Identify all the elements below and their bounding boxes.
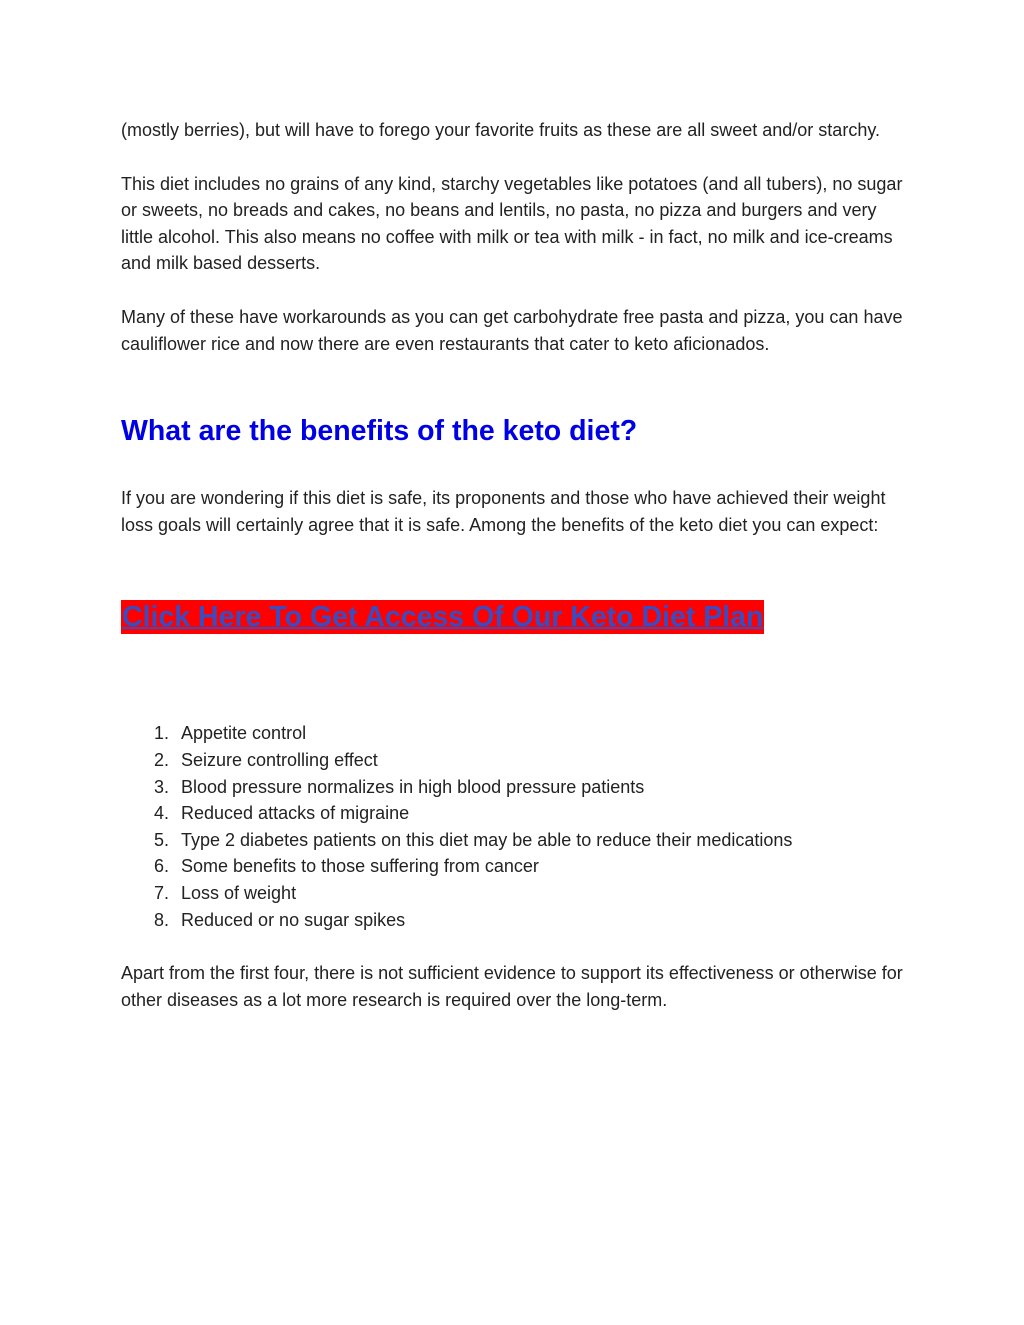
keto-plan-link[interactable]: Click Here To Get Access Of Our Keto Diet Plan [122, 601, 764, 634]
document-page [121, 117, 911, 1013]
list-item: Type 2 diabetes patients on this diet may be able to reduce their medications [181, 829, 793, 850]
benefits-list [121, 720, 911, 933]
section-heading: What are the benefits of the keto diet? [121, 415, 638, 448]
paragraph-evidence: Apart from the first four, there is not sufficient evidence to support its effectiveness or otherwise for other diseases as a lot more research is required over the long-term. [121, 963, 903, 1010]
list-item: Blood pressure normalizes in high blood pressure patients [181, 776, 645, 797]
paragraph-safety: If you are wondering if this diet is safe, its proponents and those who have achieved their weight loss goals will certainly agree that it is safe. Among the benefits of the keto diet you can expect: [121, 488, 886, 535]
list-item: Some benefits to those suffering from cancer [181, 856, 539, 877]
paragraph-fruits: (mostly berries), but will have to forego your favorite fruits as these are all sweet and/or starchy. [121, 120, 880, 140]
cta-container [121, 600, 911, 636]
list-item: Seizure controlling effect [181, 749, 378, 770]
list-item: Reduced or no sugar spikes [181, 909, 406, 930]
paragraph-excluded-foods: This diet includes no grains of any kind, starchy vegetables like potatoes (and all tubers), no sugar or sweets, no breads and cakes, no beans and lentils, no pasta, no pizza and burgers and very little alcohol. This also means no coffee with milk or tea with milk - in fact, no milk and ice-creams and milk based desserts. [121, 173, 903, 274]
list-item: Reduced attacks of migraine [181, 803, 410, 824]
paragraph-workarounds: Many of these have workarounds as you can get carbohydrate free pasta and pizza, you can have cauliflower rice and now there are even restaurants that cater to keto aficionados. [121, 306, 903, 354]
list-item: Loss of weight [181, 882, 297, 903]
list-item: Appetite control [181, 723, 307, 744]
